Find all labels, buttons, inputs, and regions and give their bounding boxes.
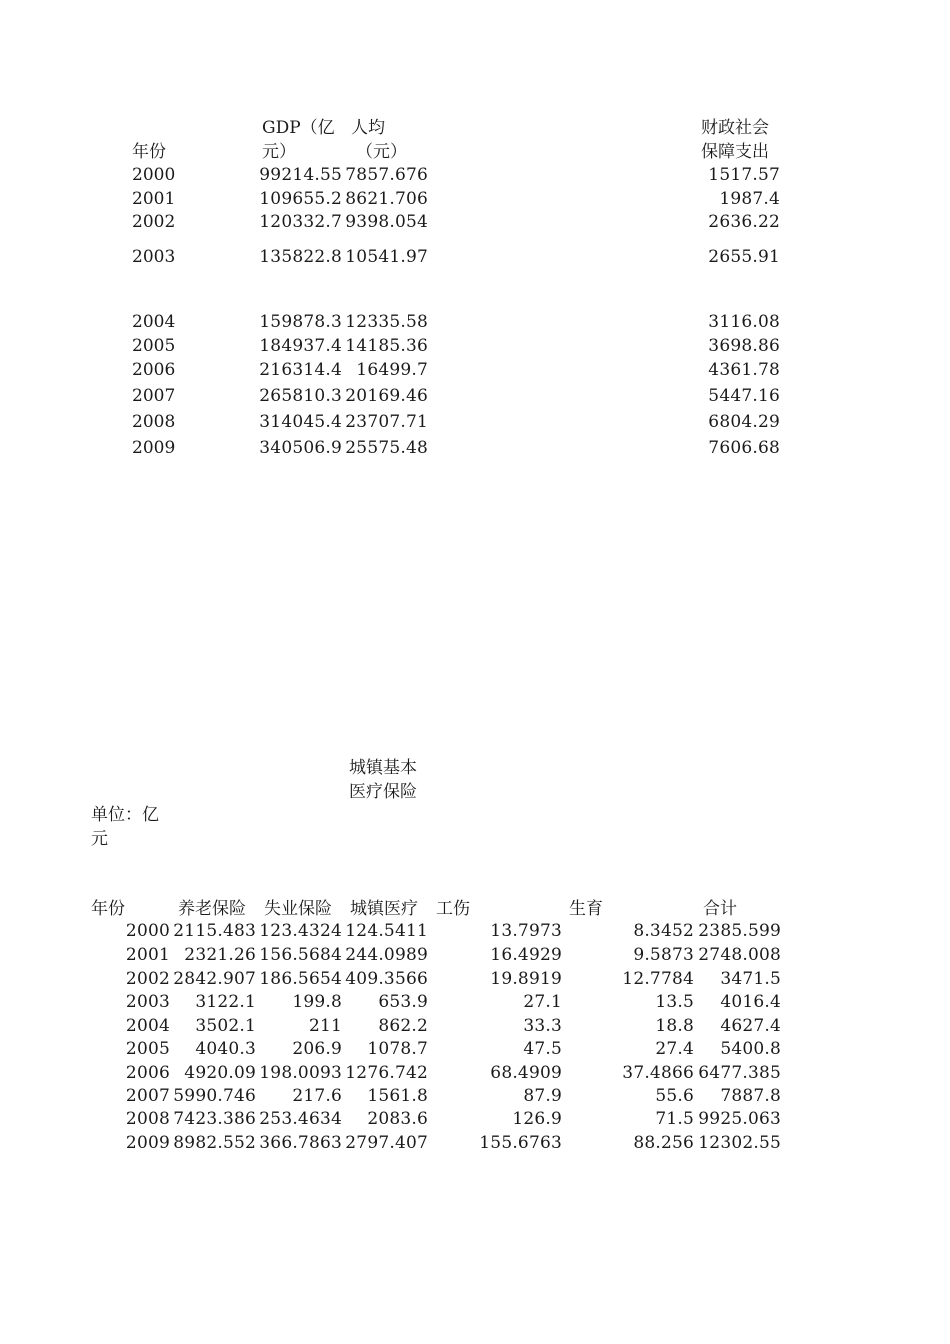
t2-unemployment: 123.4324 — [259, 921, 342, 941]
t1-gdp: 216314.4 — [259, 360, 342, 380]
t2-maternity: 37.4866 — [622, 1063, 694, 1083]
t1-year: 2009 — [132, 438, 176, 458]
t1-gdp: 120332.7 — [259, 212, 342, 232]
t2-pension: 3122.1 — [195, 992, 256, 1012]
t1-social: 1517.57 — [708, 165, 780, 185]
t2-medical: 409.3566 — [345, 969, 428, 989]
t1-gdp: 340506.9 — [259, 438, 342, 458]
t2-caption-line2: 医疗保险 — [349, 782, 417, 802]
t1-percap: 10541.97 — [345, 247, 428, 267]
t2-unemployment: 253.4634 — [259, 1109, 342, 1129]
t1-year: 2004 — [132, 312, 176, 332]
t1-gdp: 159878.3 — [259, 312, 342, 332]
t1-social: 2655.91 — [708, 247, 780, 267]
t2-injury: 47.5 — [523, 1039, 562, 1059]
t2-total: 12302.55 — [698, 1133, 781, 1153]
t2-injury: 126.9 — [512, 1109, 562, 1129]
t2-year: 2002 — [125, 969, 170, 989]
t1-social: 4361.78 — [708, 360, 780, 380]
t2-header-medical: 城镇医疗 — [350, 899, 418, 919]
t2-maternity: 13.5 — [655, 992, 694, 1012]
t2-header-total: 合计 — [703, 899, 737, 919]
t1-header-social-line1: 财政社会 — [701, 118, 769, 138]
t2-unemployment: 211 — [308, 1016, 342, 1036]
t2-pension: 2842.907 — [173, 969, 256, 989]
t1-header-percap-line2: （元） — [356, 142, 407, 162]
t2-year: 2006 — [125, 1063, 170, 1083]
t2-header-year: 年份 — [91, 899, 125, 919]
t2-injury: 33.3 — [523, 1016, 562, 1036]
t1-percap: 12335.58 — [345, 312, 428, 332]
t1-percap: 8621.706 — [345, 189, 428, 209]
t1-percap: 23707.71 — [345, 412, 428, 432]
t2-pension: 4920.09 — [184, 1063, 256, 1083]
t2-unemployment: 198.0093 — [259, 1063, 342, 1083]
t2-header-maternity: 生育 — [569, 899, 603, 919]
t2-pension: 8982.552 — [173, 1133, 256, 1153]
t2-year: 2008 — [125, 1109, 170, 1129]
t2-medical: 862.2 — [378, 1016, 428, 1036]
t1-social: 1987.4 — [719, 189, 780, 209]
t1-social: 6804.29 — [708, 412, 780, 432]
t2-medical: 244.0989 — [345, 945, 428, 965]
t2-pension: 5990.746 — [173, 1086, 256, 1106]
t2-maternity: 9.5873 — [633, 945, 694, 965]
t2-year: 2000 — [125, 921, 170, 941]
t2-unemployment: 156.5684 — [259, 945, 342, 965]
t2-medical: 653.9 — [378, 992, 428, 1012]
t2-unemployment: 206.9 — [292, 1039, 342, 1059]
t2-year: 2005 — [125, 1039, 170, 1059]
t1-header-percap-line1: 人均 — [351, 118, 385, 138]
t2-injury: 87.9 — [523, 1086, 562, 1106]
t1-gdp: 135822.8 — [259, 247, 342, 267]
t1-percap: 14185.36 — [345, 336, 428, 356]
t2-medical: 1078.7 — [367, 1039, 428, 1059]
t2-injury: 19.8919 — [490, 969, 562, 989]
t1-gdp: 109655.2 — [259, 189, 342, 209]
t1-gdp: 184937.4 — [259, 336, 342, 356]
t1-percap: 20169.46 — [345, 386, 428, 406]
t2-medical: 1561.8 — [367, 1086, 428, 1106]
t1-header-gdp-line2: 元） — [262, 142, 296, 162]
t2-unit-line2: 元 — [91, 829, 108, 849]
t2-unemployment: 217.6 — [292, 1086, 342, 1106]
t2-pension: 4040.3 — [195, 1039, 256, 1059]
t2-maternity: 27.4 — [655, 1039, 694, 1059]
t1-year: 2001 — [132, 189, 176, 209]
t1-header-social-line2: 保障支出 — [701, 142, 769, 162]
t2-injury: 13.7973 — [490, 921, 562, 941]
t1-social: 7606.68 — [708, 438, 780, 458]
t2-header-unemployment: 失业保险 — [264, 899, 332, 919]
t1-percap: 9398.054 — [345, 212, 428, 232]
t2-medical: 2083.6 — [367, 1109, 428, 1129]
t1-year: 2002 — [132, 212, 176, 232]
t1-gdp: 314045.4 — [259, 412, 342, 432]
t1-year: 2006 — [132, 360, 176, 380]
t2-year: 2009 — [125, 1133, 170, 1153]
t2-caption-line1: 城镇基本 — [349, 758, 417, 778]
t1-header-gdp-line1: GDP（亿 — [262, 118, 335, 138]
t2-total: 3471.5 — [720, 969, 781, 989]
t2-unit-line1: 单位：亿 — [91, 805, 159, 825]
t1-year: 2005 — [132, 336, 176, 356]
t2-year: 2007 — [125, 1086, 170, 1106]
t2-total: 5400.8 — [720, 1039, 781, 1059]
t2-year: 2004 — [125, 1016, 170, 1036]
t1-year: 2007 — [132, 386, 176, 406]
t1-percap: 16499.7 — [356, 360, 428, 380]
t2-medical: 1276.742 — [345, 1063, 428, 1083]
t2-total: 9925.063 — [698, 1109, 781, 1129]
t2-pension: 3502.1 — [195, 1016, 256, 1036]
t2-maternity: 8.3452 — [633, 921, 694, 941]
t2-total: 4016.4 — [720, 992, 781, 1012]
t2-maternity: 55.6 — [655, 1086, 694, 1106]
t1-year: 2003 — [132, 247, 176, 267]
t2-unemployment: 199.8 — [292, 992, 342, 1012]
t2-maternity: 12.7784 — [622, 969, 694, 989]
t2-total: 6477.385 — [698, 1063, 781, 1083]
t1-percap: 7857.676 — [345, 165, 428, 185]
t1-percap: 25575.48 — [345, 438, 428, 458]
t1-gdp: 99214.55 — [259, 165, 342, 185]
t2-total: 7887.8 — [720, 1086, 781, 1106]
t1-social: 3698.86 — [708, 336, 780, 356]
t2-total: 4627.4 — [720, 1016, 781, 1036]
t2-injury: 16.4929 — [490, 945, 562, 965]
t1-social: 3116.08 — [708, 312, 780, 332]
t2-medical: 124.5411 — [345, 921, 428, 941]
t2-injury: 155.6763 — [479, 1133, 562, 1153]
t1-year: 2008 — [132, 412, 176, 432]
t2-year: 2001 — [125, 945, 170, 965]
t2-pension: 2321.26 — [184, 945, 256, 965]
t2-maternity: 88.256 — [633, 1133, 694, 1153]
t1-social: 5447.16 — [708, 386, 780, 406]
t2-medical: 2797.407 — [345, 1133, 428, 1153]
t2-total: 2385.599 — [698, 921, 781, 941]
t1-header-year: 年份 — [132, 142, 166, 162]
t2-header-pension: 养老保险 — [178, 899, 246, 919]
t1-year: 2000 — [132, 165, 176, 185]
t2-header-injury: 工伤 — [436, 899, 470, 919]
t2-total: 2748.008 — [698, 945, 781, 965]
t2-pension: 2115.483 — [173, 921, 256, 941]
t2-injury: 27.1 — [523, 992, 562, 1012]
t2-maternity: 18.8 — [655, 1016, 694, 1036]
t2-unemployment: 186.5654 — [259, 969, 342, 989]
t2-pension: 7423.386 — [173, 1109, 256, 1129]
t1-social: 2636.22 — [708, 212, 780, 232]
t2-unemployment: 366.7863 — [259, 1133, 342, 1153]
t2-injury: 68.4909 — [490, 1063, 562, 1083]
t2-maternity: 71.5 — [655, 1109, 694, 1129]
t1-gdp: 265810.3 — [259, 386, 342, 406]
t2-year: 2003 — [125, 992, 170, 1012]
